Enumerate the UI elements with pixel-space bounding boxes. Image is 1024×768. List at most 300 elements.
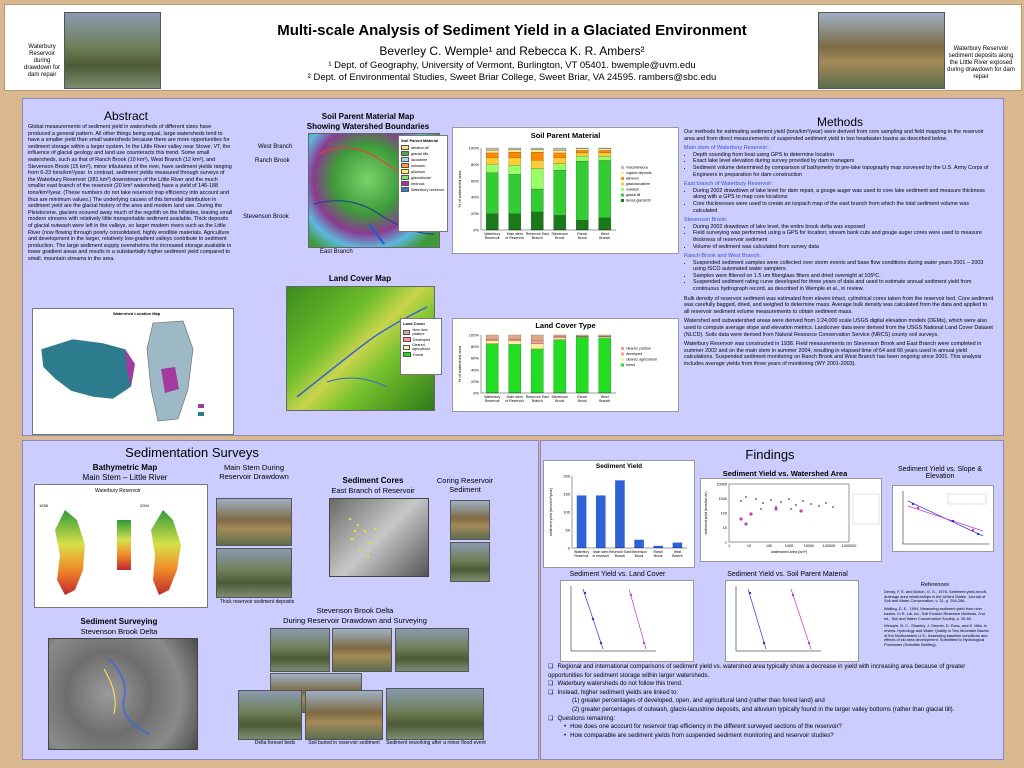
legend-swatch <box>621 364 624 367</box>
bar-segment <box>576 148 588 149</box>
x-tick-label: Brook <box>634 554 644 558</box>
finding-bullet-text: Instead, higher sediment yields are linked to: <box>557 688 679 696</box>
bar-segment <box>531 148 543 150</box>
yield-bar <box>596 495 606 548</box>
map-label-stevenson-brook: Stevenson Brook <box>243 214 289 220</box>
bar-segment <box>486 148 498 150</box>
y-tick-label: 1000 <box>718 497 727 501</box>
legend-swatch <box>621 166 624 169</box>
abstract-heading: Abstract <box>103 109 148 123</box>
mainstem-photo-2 <box>216 548 292 598</box>
x-tick-label: West <box>600 395 609 399</box>
delta-caption-3: Sediment reworking after a minor flood event <box>386 740 486 746</box>
bar-segment <box>554 335 566 337</box>
y-axis-label: % of watershed area <box>457 345 462 383</box>
x-tick-label: West <box>600 232 609 236</box>
legend-label: bedrock <box>411 181 425 186</box>
legend-label: ablation till <box>411 145 429 150</box>
map-label-ranch-brook: Ranch Brook <box>255 158 290 164</box>
delta-photo-1 <box>270 628 330 672</box>
bar-segment <box>509 344 521 393</box>
y-tick-label: 0% <box>473 227 479 233</box>
x-tick-label: Brook <box>555 236 565 240</box>
x-tick-label: Branch <box>531 236 543 240</box>
scatter-point <box>740 500 742 502</box>
bar-segment <box>599 338 611 393</box>
x-tick-label: 10 <box>746 544 752 548</box>
y-tick-label: 10 <box>722 526 727 530</box>
scatter-point <box>760 508 762 510</box>
area-chart-legend <box>853 494 879 524</box>
y-axis-label: sediment yield (tons/km²/yr) <box>704 491 708 535</box>
finding-bullet-text: (1) greater percentages of developed, open, and agricultural land (rather than forest land) and <box>572 697 825 705</box>
x-tick-label: Brook <box>653 554 663 558</box>
methods-section-heading: Main stem of Waterbury Reservoir: <box>684 145 769 152</box>
bar-segment <box>509 214 521 230</box>
abstract-text: Global measurements of sediment yield in watersheds of different sizes have produced a general pattern. All other things being equal, large watersheds tend to have a smaller yield than small watersheds because there are more opportunities for sediment storage within a larger system. In the Little River valley near Stowe, VT, the influence of glacial geology and land use counteracts this trend. Some small watersheds, such as that of Ranch Brook (10 km²), West Branch (12 km²), and Stevenson Brook (15 km²), minor tributaries of the river, have sediment yields ranging from 6-23 tons/km²/year. In contrast, sediment yields measured through surveys of the Waterbury Reservoir (281 km²) downstream of the Little River and the much smaller east branch of the reservoir (20 km² watershed) have a yield of 146-188 tons/km²/year. (These numbers do not take reservoir trap efficiency into account and thus are minimum values.) The underlying causes of this bimodal distribution in sediment yield are the glacial history of the area and modern land use. During the Pleistocene, glaciers scoured away much of the regolith on the hillsides, leaving small modern streams with relatively little transportable sediment available. Thick deposits of glacial outwash were left in the valleys, so larger modern rivers such as the Little River (now flowing through poorly consolidated, highly erodible materials. Agriculture and development in the larger, relatively low-gradient valleys contribute to sediment production. The large sediment supply overwhelms the increased storage available in lower gradient areas and results in a substantially higher sediment yield compared to small, mountain streams in the area. <box>28 124 233 262</box>
bar-segment <box>509 148 521 150</box>
legend-swatch <box>401 187 409 192</box>
bar-segment <box>599 153 611 156</box>
bar-segment <box>531 349 543 393</box>
scatter-point-waterbury <box>799 509 802 512</box>
legend-swatch <box>621 353 624 356</box>
x-tick-label: Brook <box>555 399 565 403</box>
y-tick-label: 100% <box>468 145 479 151</box>
x-tick-label: Branch <box>531 399 543 403</box>
x-tick-label: Ranch <box>577 395 588 399</box>
scatter-point <box>770 499 772 501</box>
y-tick-label: 60% <box>470 178 479 184</box>
checkbox-bullet-icon: ❏ <box>548 663 554 670</box>
methods-list-item: • Suspended sediment samples were collected over storm events and base flow conditions during water years 2001 – 2003 using ISCO automated water samplers. <box>693 260 994 273</box>
legend-label: alluvium <box>411 169 425 174</box>
bar-segment <box>486 164 498 172</box>
coring-title: Coring Reservoir Sediment <box>436 476 494 494</box>
surveys-heading: Sedimentation Surveys <box>125 445 259 460</box>
slope-chart-title: Sediment Yield vs. Slope & Elevation <box>897 466 983 480</box>
x-tick-label: 100 <box>765 544 773 548</box>
scatter-point <box>825 502 827 504</box>
bar-segment <box>576 161 588 220</box>
y-tick-label: 80% <box>470 344 479 350</box>
reference-item: Wemple, B. C., Shanley, J. Denner, D. Ross, and K. Mills, in review. Hydrology and Water Quality in Two Mountain Basins of the Northeastern U.S.: Assessing baseline conditions and effects of ski area development. Submitted to Hydrological Processes (Scientific Briefing). <box>884 623 989 648</box>
finding-bullet <box>548 697 988 706</box>
x-tick-label: Reservoir East <box>525 395 549 399</box>
bathy-year-2004: 2004 <box>140 503 149 508</box>
bar-segment <box>554 340 566 393</box>
bar-segment <box>576 335 588 336</box>
soil-chart-title: Soil Parent Material <box>530 131 601 140</box>
y-tick-label: 40% <box>470 367 479 373</box>
soil-map-title-1: Soil Parent Material Map <box>321 112 415 121</box>
sediment-yield-chart <box>543 460 695 568</box>
x-tick-label: Reservoir <box>574 554 589 558</box>
bar-segment <box>554 338 566 340</box>
y-tick-label: 0 <box>567 545 570 551</box>
x-tick-label: Stevenson <box>551 395 569 399</box>
legend-label: miscellaneous <box>626 165 649 170</box>
methods-para-2: Watershed and subwatershed areas were derived from 1:24,000 scale USGS digital elevation models (DEMs), which were also used to compute average slope and elevation metrics. Landcover data were derived from the USGS National Land Cover Dataset (NLCD). Soils data were derived from Natural Resource Conservation Service (NRCS) county soil surveys. <box>684 318 993 338</box>
bar-segment <box>599 148 611 149</box>
slope-chart-graphic <box>893 486 993 551</box>
bathymetric-map <box>34 484 208 608</box>
legend-swatch <box>401 151 409 156</box>
finding-bullet <box>548 715 988 724</box>
affiliation-2: ² Dept. of Environmental Studies, Sweet Briar College, Sweet Briar, VA 24595. rambers@sbc.edu <box>307 72 717 83</box>
methods-section-list <box>684 152 994 178</box>
landcover-yield-graphic <box>561 581 693 661</box>
methods-list-item: • Core thicknesses were used to create an isopach map of the east branch from which the total sediment volume was calculated <box>693 201 994 214</box>
affiliation-1: ¹ Dept. of Geography, University of Vermont, Burlington, VT 05401. bwemple@uvm.edu <box>328 60 696 71</box>
legend-label: outwash <box>626 187 640 192</box>
bar-segment <box>554 153 566 158</box>
delta-photo-3 <box>395 628 469 672</box>
scatter-point <box>788 498 790 500</box>
bar-segment <box>599 156 611 160</box>
legend-label: glacial tills <box>411 151 429 156</box>
bar-segment <box>486 335 498 339</box>
bar-segment <box>486 341 498 344</box>
bar-segment <box>554 170 566 215</box>
methods-para-3: Waterbury Reservoir was constructed in 1938. Field measurements on Stevenson Brook and East Branch were completed in summer 2002 and on the main stem in summer 2004, resulting in elapsed time of 64 and 66 years used in annual yield calculations. Suspended sediment monitoring on Ranch Brook and West Branch has been ongoing since 2001. This analysis includes average yields from three years of monitoring (WY 2001-2003). <box>684 341 982 367</box>
yield-bar <box>577 495 587 548</box>
x-tick-label: Waterbury <box>574 550 590 554</box>
surveying-aerial-photo <box>48 638 198 750</box>
legend-swatch <box>621 199 624 202</box>
legend-label: outwash <box>411 163 426 168</box>
bar-segment <box>509 165 521 174</box>
cores-title: Sediment Cores <box>342 476 404 485</box>
header-caption-right: Waterbury Reservoir sediment deposits along the Little River exposed during drawdown for dam repair <box>947 46 1015 80</box>
yield-vs-landcover-chart <box>560 580 694 662</box>
methods-section-heading: Ranch Brook and West Branch: <box>684 253 761 260</box>
location-map-title: Watershed Location Map <box>113 311 161 316</box>
finding-bullet-text: How comparable are sediment yields from suspended sediment monitoring and reservoir studies? <box>570 731 834 739</box>
legend-swatch <box>403 345 410 350</box>
x-tick-label: Branch <box>599 399 611 403</box>
landcover-chart-title: Land Cover Type <box>535 321 596 330</box>
landcover-map-legend-item <box>403 343 439 351</box>
bar-segment <box>599 150 611 152</box>
x-tick-label: Ranch <box>577 232 588 236</box>
x-tick-label: West <box>673 550 682 554</box>
methods-list-item: • Suspended sediment rating curve developed for three years of data and used to estimate annual sediment yield from continuous hydrograph record, as described in Wemple et al., in review. <box>693 279 994 292</box>
yield-vs-soil-chart <box>725 580 859 662</box>
bar-segment <box>531 160 543 168</box>
bar-segment <box>531 189 543 212</box>
land-cover-chart <box>452 318 679 412</box>
delta-title: Stevenson Brook Delta <box>316 606 394 615</box>
soil-parent-material-chart <box>452 127 679 254</box>
soil-map-legend-item <box>401 151 445 156</box>
bar-segment <box>576 220 588 230</box>
bar-segment <box>531 212 543 230</box>
soil-yield-title: Sediment Yield vs. Soil Parent Material <box>727 571 848 578</box>
surveying-title: Sediment Surveying <box>80 617 158 626</box>
coring-photo-1 <box>450 500 490 540</box>
bar-segment <box>509 339 521 341</box>
scatter-point <box>755 498 757 500</box>
legend-swatch <box>401 145 409 150</box>
legend-label: glacial till <box>626 193 641 197</box>
x-tick-label: Reservoir East <box>609 550 631 554</box>
legend-swatch <box>621 183 624 186</box>
bar-segment <box>554 164 566 171</box>
finding-bullet <box>548 680 988 689</box>
y-axis-label: sediment yield (tons/km²/year) <box>549 487 553 537</box>
methods-list-item: • During 2002 drawdown of lake level for dam repair, a gouge auger was used to core lake sediment and measure thickness along with a GPS to map core locations <box>693 188 994 201</box>
bar-segment <box>554 150 566 152</box>
area-chart-title: Sediment Yield vs. Watershed Area <box>722 469 848 478</box>
bar-segment <box>486 173 498 214</box>
header-caption-left: Waterbury Reservoir during drawdown for dam repair <box>23 44 61 78</box>
sediment-cores-map <box>329 498 429 577</box>
core-points <box>330 499 428 576</box>
delta-photo-2 <box>332 628 392 672</box>
yield-bar <box>634 540 644 548</box>
methods-para-1: Bulk density of reservoir sediment was estimated from eleven intact, cylindrical cores taken from the reservoir bed. Core sediment was carefully bagged, dried, and weighed to determine mass. Average bulk density was calculated from the data and applied to all reservoir sediment volume measurements to obtain sediment mass. <box>684 295 994 315</box>
finding-bullet-text: How does one account for reservoir trap efficiency in the different surveyed sections of the reservoir? <box>570 723 842 731</box>
delta-photo-7 <box>386 688 484 740</box>
x-tick-label: Branch <box>614 554 626 558</box>
bar-segment <box>576 156 588 161</box>
finding-bullet <box>548 706 988 715</box>
legend-swatch <box>621 177 624 180</box>
reference-item: Dendy, F. E. and Bolton, G. G., 1976, Sediment yield-runoff-drainage area relationships in the United States. Journal of Soil and Water Conservation, v. 31, p. 264-266. <box>884 589 988 604</box>
legend-swatch <box>401 175 409 180</box>
legend-swatch <box>621 194 624 197</box>
methods-list-item: • Field surveying was performed using a GPS for location; stream bank cuts and gouge auger cores were used to measure thickness of reservoir sediment <box>693 230 994 243</box>
scatter-point <box>832 506 834 508</box>
x-tick-label: of Reservoir <box>505 236 525 240</box>
bar-segment <box>576 337 588 393</box>
scatter-point-waterbury <box>749 512 752 515</box>
legend-label: cleared, agricultural <box>626 357 657 362</box>
y-tick-label: 40% <box>470 194 479 200</box>
methods-section-heading: East branch of Waterbury Reservoir: <box>684 181 773 188</box>
bathy-subtitle: Main Stem – Little River <box>82 473 168 482</box>
checkbox-bullet-icon: ❏ <box>548 688 554 696</box>
bar-segment <box>531 169 543 190</box>
finding-bullet-text: Waterbury watersheds do not follow this trend. <box>557 680 683 688</box>
legend-label: Developed <box>413 337 431 342</box>
finding-bullet-text: Questions remaining: <box>557 714 616 722</box>
x-tick-label: Brook <box>577 236 587 240</box>
landcover-chart-svg <box>453 330 678 410</box>
coring-photo-2 <box>450 542 490 582</box>
y-axis-label: % of watershed area <box>457 170 462 208</box>
legend-swatch <box>403 337 411 342</box>
x-tick-label: 1 <box>727 544 731 548</box>
legend-swatch <box>401 181 409 186</box>
methods-list-item: • Exact lake level elevation during survey provided by dam managers <box>693 158 994 165</box>
soil-map-legend-item <box>401 157 445 162</box>
location-map <box>32 308 234 435</box>
poster-title: Multi-scale Analysis of Sediment Yield in a Glaciated Environment <box>277 22 747 39</box>
bar-segment <box>486 150 498 152</box>
y-tick-label: 10000 <box>716 482 727 487</box>
legend-swatch <box>621 358 624 361</box>
landcover-map-legend-item <box>403 337 439 342</box>
x-tick-label: Reservoir East <box>525 232 549 236</box>
legend-swatch <box>621 172 624 175</box>
x-tick-label: Main stem <box>506 232 523 236</box>
mainstem-title: Main Stem During Reservoir Drawdown <box>219 463 289 481</box>
soil-yield-graphic <box>726 581 858 661</box>
x-tick-label: Stevenson <box>551 232 569 236</box>
delta-subtitle: During Reservoir Drawdown and Surveying <box>283 616 427 625</box>
yield-bar <box>673 543 683 548</box>
finding-bullet <box>548 723 988 732</box>
methods-list-item: • Samples were filtered on 1.5 um fiberglass filters and dried overnight at 105ºC. <box>693 273 994 280</box>
legend-label: organic deposits <box>626 171 652 175</box>
soil-map-legend-title: Soil Parent Material <box>401 138 439 143</box>
delta-caption-2: Soil buried in reservoir sediment <box>308 740 380 746</box>
soil-map-legend-item <box>401 187 445 192</box>
cores-subtitle: East Branch of Reservoir <box>331 486 415 495</box>
x-tick-label: 100000 <box>822 544 836 548</box>
bar-segment <box>576 149 588 151</box>
x-tick-label: Branch <box>599 236 611 240</box>
delta-photo-6 <box>305 690 383 740</box>
bar-segment <box>599 337 611 338</box>
y-tick-label: 0% <box>473 390 479 396</box>
survey-lines <box>49 639 197 749</box>
y-tick-label: 150 <box>563 491 570 497</box>
scatter-point <box>818 505 820 507</box>
yield-chart-svg <box>544 470 694 566</box>
finding-bullet-text: Regional and international comparisons of sediment yield vs. watershed area typically show a decrease in yield with increasing area because of greater opportunities for sediment storage within larger watersheds. <box>548 663 966 679</box>
bar-segment <box>509 152 521 158</box>
bar-segment <box>486 339 498 341</box>
x-tick-label: 1000000 <box>841 544 857 548</box>
y-tick-label: 200 <box>563 473 570 479</box>
bar-segment <box>531 152 543 160</box>
dot-bullet-icon: • <box>564 723 567 731</box>
finding-bullet <box>548 689 988 698</box>
landcover-yield-title: Sediment Yield vs. Land Cover <box>569 571 666 578</box>
legend-label: developed <box>626 352 643 356</box>
bar-segment <box>531 344 543 349</box>
bar-segment <box>486 158 498 165</box>
bar-segment <box>576 153 588 156</box>
bar-segment <box>509 150 521 152</box>
methods-section-list <box>684 260 994 293</box>
bar-segment <box>486 344 498 393</box>
legend-swatch <box>401 157 409 162</box>
land-cover-map-legend <box>400 318 442 375</box>
delta-caption-1: Delta foreset beds <box>254 740 296 746</box>
bathy-title: Bathymetric Map <box>92 463 158 472</box>
bar-segment <box>509 335 521 339</box>
legend-label: Waterbury reservoir <box>411 187 445 192</box>
bar-segment <box>531 150 543 152</box>
bar-segment <box>554 148 566 150</box>
y-tick-label: 100 <box>563 509 570 515</box>
soil-map-legend-item <box>401 163 445 168</box>
legend-label: dense glacial till <box>626 198 651 203</box>
legend-swatch <box>403 352 411 357</box>
legend-swatch <box>401 169 409 174</box>
scatter-point-waterbury <box>774 507 777 510</box>
landcover-map-title: Land Cover Map <box>328 274 392 283</box>
y-tick-label: 1 <box>724 540 727 545</box>
checkbox-bullet-icon: ❏ <box>548 680 554 688</box>
x-tick-label: Reservoir <box>484 399 500 403</box>
references-title: References <box>920 582 950 588</box>
methods-intro: Our methods for estimating sediment yield (tons/km²/year) were derived from core sampling and field mapping in the reservoir area and from direct measurements of suspended sediment yield in two headwater basins as described below. <box>684 129 984 142</box>
methods-list-item: • Depth sounding from boat using GPS to determine location <box>693 152 994 159</box>
bar-segment <box>531 341 543 344</box>
bar-segment <box>576 150 588 152</box>
map-label-east-branch: East Branch <box>320 249 353 255</box>
x-tick-label: of Reservoir <box>505 399 525 403</box>
y-tick-label: 20% <box>470 211 479 217</box>
y-tick-label: 20% <box>470 378 479 384</box>
yield-bar <box>615 480 625 548</box>
x-tick-label: Main stem <box>593 550 609 554</box>
x-tick-label: Stevenson <box>631 550 647 554</box>
yield-bar <box>653 546 663 548</box>
soil-map-legend-item <box>401 169 445 174</box>
references-list <box>884 590 992 651</box>
yield-vs-area-chart <box>700 478 882 562</box>
bathy-map-title: Waterbury Reservoir <box>95 488 141 494</box>
scatter-point <box>810 503 812 505</box>
methods-section-list <box>684 188 994 214</box>
legend-label: lacustrine <box>411 157 428 162</box>
scatter-point <box>762 502 764 504</box>
bar-segment <box>509 174 521 213</box>
bar-segment <box>599 149 611 151</box>
dot-bullet-icon: • <box>564 731 567 739</box>
bar-segment <box>554 337 566 338</box>
scatter-point-waterbury <box>744 522 747 525</box>
area-chart-svg <box>701 479 881 561</box>
bar-segment <box>509 158 521 165</box>
scatter-point <box>802 500 804 502</box>
soil-chart-svg <box>453 140 678 248</box>
bar-segment <box>599 218 611 230</box>
us-map-graphic <box>33 309 233 434</box>
x-tick-label: Waterbury <box>484 232 501 236</box>
x-tick-label: Main stem <box>506 395 523 399</box>
bar-segment <box>599 335 611 336</box>
finding-bullet <box>548 663 988 680</box>
methods-section-list <box>684 224 994 250</box>
bar-segment <box>554 215 566 230</box>
scatter-point <box>780 501 782 503</box>
surveying-subtitle: Stevenson Brook Delta <box>80 627 158 636</box>
x-tick-label: 1000 <box>784 544 794 548</box>
x-axis-label: watershed area (km²) <box>770 550 808 554</box>
scatter-point <box>745 496 747 498</box>
methods-section-heading: Stevenson Brook: <box>684 217 728 224</box>
soil-map-legend-item <box>401 175 445 180</box>
mainstem-caption: Thick reservoir sediment deposits <box>219 599 295 605</box>
bar-segment <box>531 335 543 341</box>
finding-bullet <box>548 732 988 741</box>
bathy-shapes <box>35 485 207 607</box>
methods-list-item: • Volume of sediment was calculated from survey data <box>693 244 994 251</box>
mainstem-photo-1 <box>216 498 292 546</box>
legend-swatch <box>621 347 624 350</box>
bar-segment <box>599 160 611 217</box>
bar-segment <box>554 158 566 164</box>
x-tick-label: Ranch <box>653 550 664 554</box>
landcover-map-legend-item <box>403 352 439 357</box>
